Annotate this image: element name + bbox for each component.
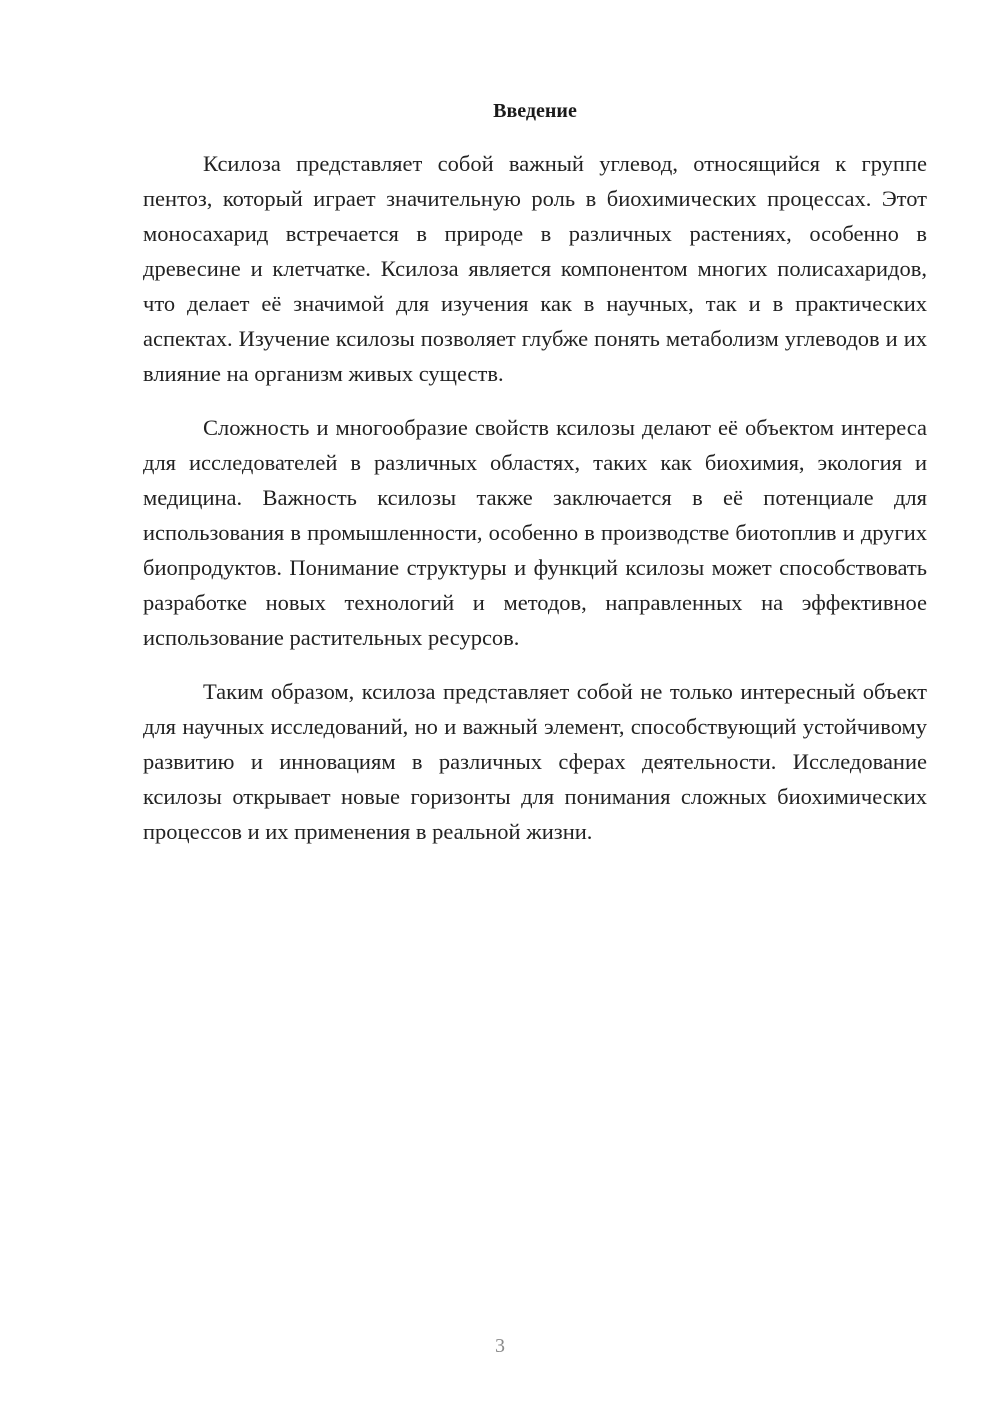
page-number: 3 xyxy=(495,1335,505,1357)
paragraph-properties: Сложность и многообразие свойств ксилозы делают её объектом интереса для исследователей в различных областях, таких как биохимия, экология и медицина. Важность ксилозы также заключается в её потенциале для использования в промышленности, особенно в производстве биотоплив и других биопродуктов. Понимание структуры и функций ксилозы может способствовать разработке новых технологий и методов, направленных на эффективное использование растительных ресурсов. xyxy=(143,415,927,650)
section-heading: Введение xyxy=(493,100,577,122)
paragraph-intro: Ксилоза представляет собой важный углевод, относящийся к группе пентоз, который играет значительную роль в биохимических процессах. Этот моносахарид встречается в природе в различных растениях, особенно в древесине и клетчатке. Ксилоза является компонентом многих полисахаридов, что делает её значимой для изучения как в научных, так и в практических аспектах. Изучение ксилозы позволяет глубже понять метаболизм углеводов и их влияние на организм живых существ. xyxy=(143,151,927,386)
paragraph-conclusion: Таким образом, ксилоза представляет собой не только интересный объект для научных исследований, но и важный элемент, способствующий устойчивому развитию и инновациям в различных сферах деятельности. Исследование ксилозы открывает новые горизонты для понимания сложных биохимических процессов и их применения в реальной жизни. xyxy=(143,679,927,844)
page-content xyxy=(143,92,927,868)
